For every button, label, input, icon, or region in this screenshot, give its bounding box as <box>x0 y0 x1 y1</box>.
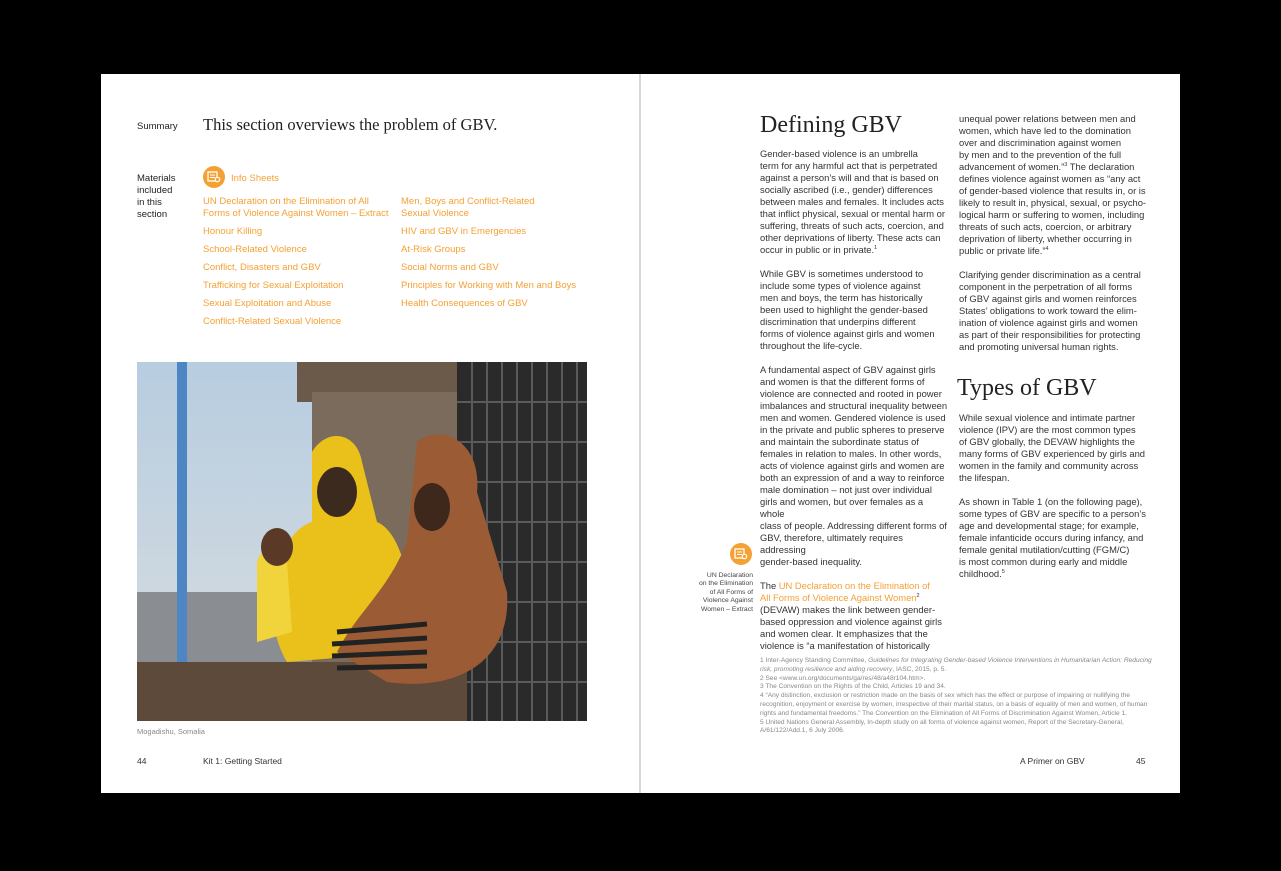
footnote-ref: 2 <box>916 592 920 599</box>
paragraph: unequal power relations between men and women, which have led to the domination over and discrimination against women by men and to the prevention of the full advancement of women.”$^3$ The declaration defines violence against women as “any act of gender-based violence that results in, or is likely to result in, physical, sexual, or psycho- logical harm or suffering to women, including threats of such acts, coercion, or arbitrary deprivation of liberty, whether occurring in public or private life.”$^4$ <box>959 113 1147 256</box>
footnote: 5 United Nations General Assembly, In-depth study on all forms of violence against women, Report of the Secretary-General, A/61/122/Add.1, 6 July 2006. <box>760 718 1124 735</box>
running-footer-left: Kit 1: Getting Started <box>203 756 282 766</box>
info-sheets-title: Info Sheets <box>231 173 280 184</box>
info-sheet-link[interactable]: HIV and GBV in Emergencies <box>401 226 527 237</box>
info-sheets-column-2 <box>401 196 601 316</box>
info-sheet-link[interactable]: UN Declaration on the Elimination of All Forms of Violence Against Women – Extract <box>203 196 389 219</box>
heading-types-of-gbv: Types of GBV <box>957 375 1097 401</box>
summary-text: This section overviews the problem of GBV. <box>203 115 498 134</box>
summary-label: Summary <box>137 121 178 132</box>
paragraph: A fundamental aspect of GBV against girls and women is that the different forms of violence are connected and rooted in power imbalances and structural inequality between men and women. Gendered violence is used in the private and public spheres to preserve and maintain the subordinate status of females in relation to males. In other words, acts of violence against girls and women are both an expression of and a way to reinforce male domination – not just over individual girls and women, but over females as a whole class of people. Addressing different forms of GBV, therefore, ultimately requires addressing gender-based inequality. <box>760 364 948 567</box>
info-sheet-link[interactable]: At-Risk Groups <box>401 244 466 255</box>
info-sheet-link[interactable]: Conflict, Disasters and GBV <box>203 262 321 273</box>
info-sheet-link[interactable]: Principles for Working with Men and Boys <box>401 280 577 291</box>
footnote-ref: 5 <box>1001 568 1005 575</box>
paragraph: The UN Declaration on the Elimination of All Forms of Violence Against Women$^2$ (DEVAW) makes the link between gender- based oppression and violence against girls and women clear. It emphasizes that the violence is “a manifestation of historically <box>760 580 942 651</box>
paragraph: While sexual violence and intimate partner violence (IPV) are the most common types of GBV globally, the DEVAW highlights the many forms of GBV experienced by girls and women in the family and community across the lifespan. <box>959 412 1146 483</box>
footnotes <box>760 657 1152 736</box>
photo-mogadishu <box>137 362 587 721</box>
margin-note: UN Declaration on the Elimination of All Forms of Violence Against Women – Extract <box>698 572 753 613</box>
column-2 <box>959 113 1154 353</box>
materials-label: Materials included in this section <box>137 173 176 220</box>
info-sheet-link[interactable]: Men, Boys and Conflict-Related Sexual Violence <box>401 196 535 219</box>
info-sheet-link[interactable]: Conflict-Related Sexual Violence <box>203 316 342 327</box>
paragraph: As shown in Table 1 (on the following page), some types of GBV are specific to a person’s age and developmental stage; for example, female infanticide occurs during infancy, and female genital mutilation/cutting (FGM/C) is most common during early and middle childhood.$^5$ <box>959 496 1146 579</box>
info-sheet-link[interactable]: Trafficking for Sexual Exploitation <box>203 280 344 291</box>
running-footer-right: A Primer on GBV <box>1020 756 1085 766</box>
footnote: 1 Inter-Agency Standing Committee, Guidelines for Integrating Gender-based Violence Interventions in Humanitarian Action: Reducing risk, promoting resilience and aiding recovery, IASC, 2015, p. 5. <box>760 657 1152 673</box>
paragraph: Gender-based violence is an umbrella term for any harmful act that is perpetrated against a person’s will and that is based on socially ascribed (i.e., gender) differences between males and females. It includes acts that inflict physical, sexual or mental harm or suffering, threats of such acts, coercion, and other deprivations of liberty. These acts can occur in public or in private.$^1$ <box>760 148 945 255</box>
footnote-ref: 3 <box>1064 161 1068 168</box>
info-sheet-link[interactable]: Sexual Exploitation and Abuse <box>203 298 332 309</box>
page-number-right: 45 <box>1136 756 1146 766</box>
footnote: 2 See <www.un.org/documents/ga/res/48/a48r104.htm>. <box>760 674 926 682</box>
paragraph: While GBV is sometimes understood to include some types of violence against men and boys, the term has historically been used to highlight the gender-based discrimination that underpins different forms of violence against girls and women throughout the life-cycle. <box>760 268 935 351</box>
info-sheets-column-1 <box>203 196 398 334</box>
left-page <box>101 74 639 793</box>
footnote: 3 The Convention on the Rights of the Child, Articles 19 and 34. <box>760 683 946 691</box>
photo-caption: Mogadishu, Somalia <box>137 727 205 736</box>
info-sheet-link[interactable]: Honour Killing <box>203 226 263 237</box>
heading-defining-gbv: Defining GBV <box>760 112 902 138</box>
devaw-link[interactable]: UN Declaration on the Elimination of <box>778 580 930 591</box>
info-sheet-link[interactable]: Health Consequences of GBV <box>401 298 528 309</box>
right-page <box>641 74 1180 793</box>
footnote-ref: 1 <box>874 244 878 251</box>
types-section <box>959 412 1154 580</box>
page-number-left: 44 <box>137 756 147 766</box>
info-sheet-icon <box>203 166 225 188</box>
devaw-link-continued[interactable]: All Forms of Violence Against Women <box>760 592 917 603</box>
column-1 <box>760 148 950 652</box>
info-sheet-link[interactable]: School-Related Violence <box>203 244 307 255</box>
info-sheet-icon[interactable] <box>730 543 752 565</box>
footnote-ref: 4 <box>1045 245 1049 252</box>
paragraph: Clarifying gender discrimination as a central component in the perpetration of all forms of GBV against girls and women reinforces States’ obligations to work toward the elim- ination of violence against girls and women as part of their responsibilities for protecting and promoting universal human rights. <box>959 269 1141 352</box>
footnote: 4 “Any distinction, exclusion or restriction made on the basis of sex which has the effect or purpose of impairing or nullifying the recognition, enjoyment or exercise by women, irrespective of their marital status, on a basis of equality of men and women, of human rights and fundamental freedoms.” The Convention on the Elimination of All Forms of Discrimination Against Women, Article 1. <box>760 692 1148 717</box>
info-sheet-link[interactable]: Social Norms and GBV <box>401 262 499 273</box>
